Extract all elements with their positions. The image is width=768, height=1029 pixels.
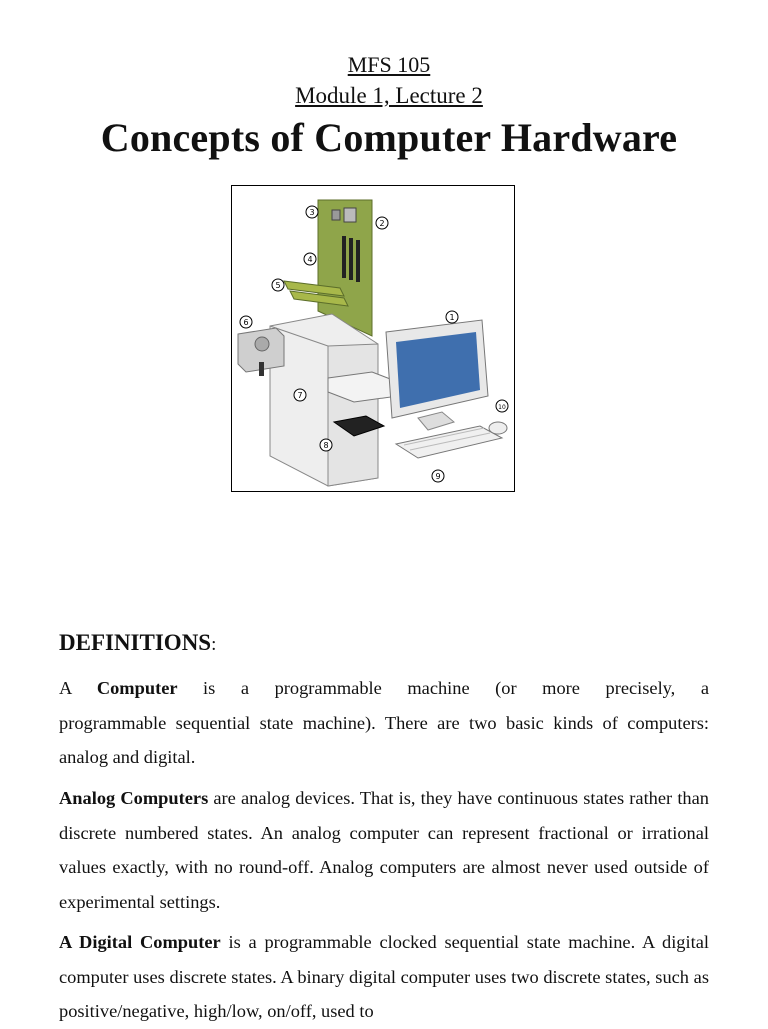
page-title: Concepts of Computer Hardware bbox=[100, 115, 678, 160]
callout-7: 7 bbox=[297, 391, 303, 400]
paragraph-analog-text: are analog devices. That is, they have continuous states rather than discrete numbered states. An analog computer can represent fractional or irrational values exactly, with no round-off. Analog computers are almost never used outside of experimental settings. bbox=[59, 788, 709, 912]
course-code: MFS 105 bbox=[347, 52, 431, 77]
paragraph-computer-rest: programmable sequential state machine). There are two basic kinds of computers: analog and digital. bbox=[59, 712, 709, 767]
term-analog-computers: Analog Computers bbox=[59, 788, 209, 808]
paragraph-computer-lead: A bbox=[59, 678, 97, 698]
paragraph-digital-text: is a programmable clocked sequential state machine. A digital computer uses discrete states. A binary digital computer uses two discrete states, such as positive/negative, high/low, on/off, used to bbox=[59, 932, 709, 1021]
callout-6: 6 bbox=[243, 318, 249, 327]
callout-4: 4 bbox=[307, 255, 313, 264]
computer-hardware-illustration bbox=[232, 186, 514, 491]
lecture-label: Module 1, Lecture 2 bbox=[295, 83, 483, 108]
definitions-heading bbox=[59, 627, 216, 661]
paragraph-computer-line1-rest: is a programmable machine (or more precisely, a bbox=[177, 678, 709, 698]
callout-2: 2 bbox=[379, 219, 385, 228]
paragraph-computer bbox=[59, 671, 709, 775]
callout-5: 5 bbox=[275, 281, 281, 290]
callout-10: 10 bbox=[498, 404, 506, 411]
callout-3a: 3 bbox=[309, 208, 315, 217]
definitions-heading-colon: : bbox=[211, 634, 217, 655]
paragraph-digital bbox=[59, 925, 709, 1029]
callout-1: 1 bbox=[449, 313, 455, 322]
callout-9: 9 bbox=[435, 472, 441, 481]
paragraph-analog bbox=[59, 781, 709, 919]
term-digital-computer: A Digital Computer bbox=[59, 932, 221, 952]
term-computer: Computer bbox=[96, 678, 178, 698]
paragraph-computer-line1 bbox=[59, 671, 709, 706]
definitions-heading-text: DEFINITIONS bbox=[59, 630, 212, 655]
computer-hardware-figure bbox=[231, 185, 515, 492]
callout-8: 8 bbox=[323, 441, 329, 450]
